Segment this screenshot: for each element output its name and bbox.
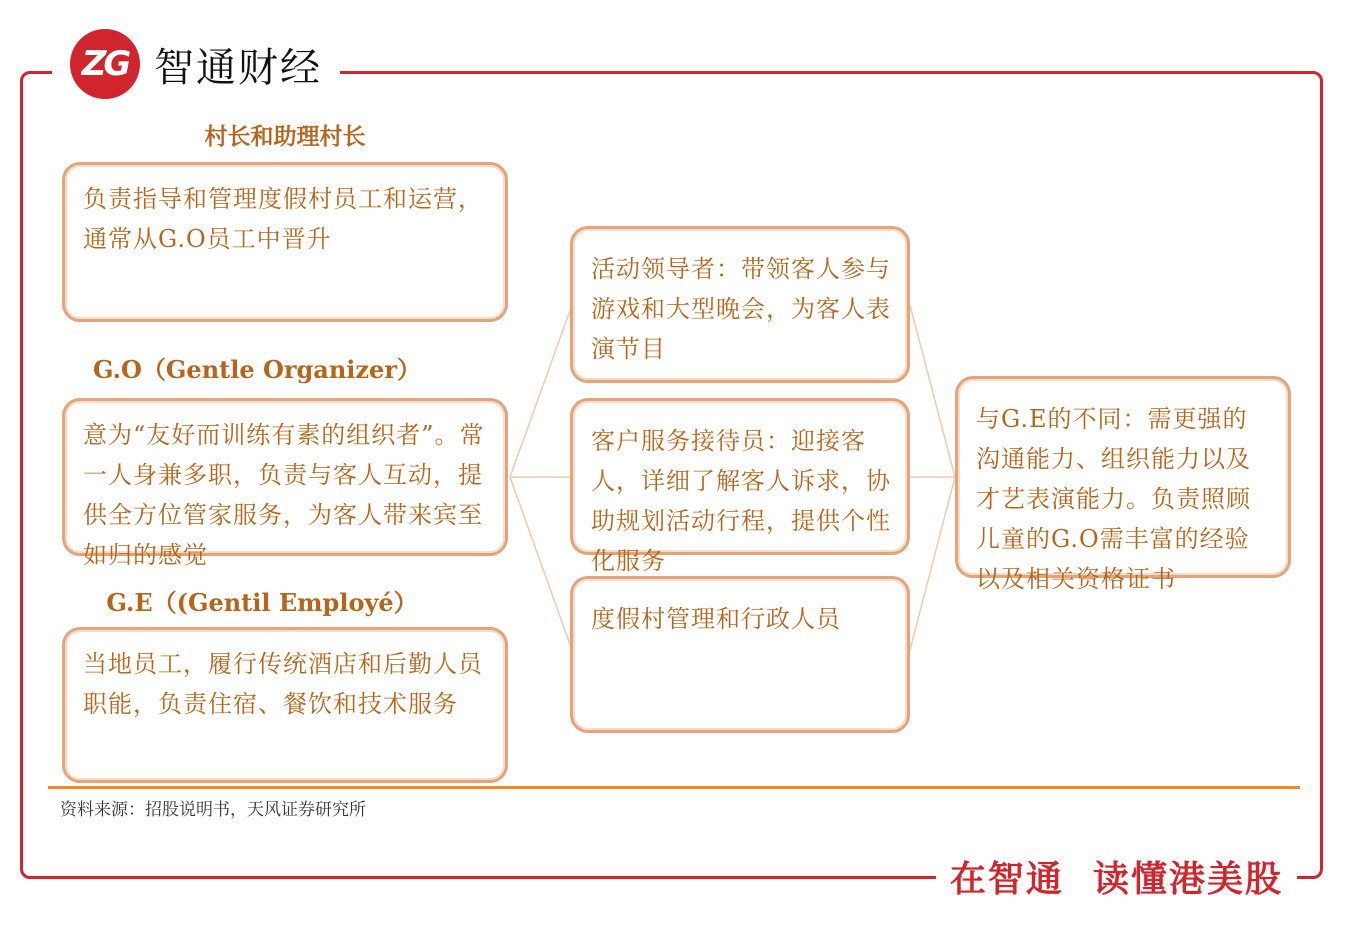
source-divider xyxy=(48,786,1300,789)
difference-box: 与G.E的不同：需更强的沟通能力、组织能力以及才艺表演能力。负责照顾儿童的G.O需丰富的经验以及相关资格证书 xyxy=(955,376,1291,578)
ge-heading: G.E（(Gentil Employé） xyxy=(106,588,418,617)
village-chief-heading: 村长和助理村长 xyxy=(204,123,366,150)
brand-logo-icon: ZG xyxy=(70,29,140,99)
source-note: 资料来源：招股说明书，天风证券研究所 xyxy=(60,800,366,820)
brand-slogan: 在智通 读懂港美股 xyxy=(936,852,1297,908)
go-heading: G.O（Gentle Organizer） xyxy=(93,355,421,384)
ge-box: 当地员工，履行传统酒店和后勤人员职能，负责住宿、餐饮和技术服务 xyxy=(62,627,508,783)
village-chief-box: 负责指导和管理度假村员工和运营，通常从G.O员工中晋升 xyxy=(62,162,508,322)
brand-name: 智通财经 xyxy=(154,44,322,91)
customer-service-box: 客户服务接待员：迎接客人，详细了解客人诉求，协助规划活动行程，提供个性化服务 xyxy=(570,398,910,555)
go-box: 意为“友好而训练有素的组织者”。常一人身兼多职，负责与客人互动，提供全方位管家服务，为客人带来宾至如归的感觉 xyxy=(62,398,508,556)
activity-leader-box: 活动领导者：带领客人参与游戏和大型晚会，为客人表演节目 xyxy=(570,226,910,383)
admin-staff-box: 度假村管理和行政人员 xyxy=(570,576,910,733)
